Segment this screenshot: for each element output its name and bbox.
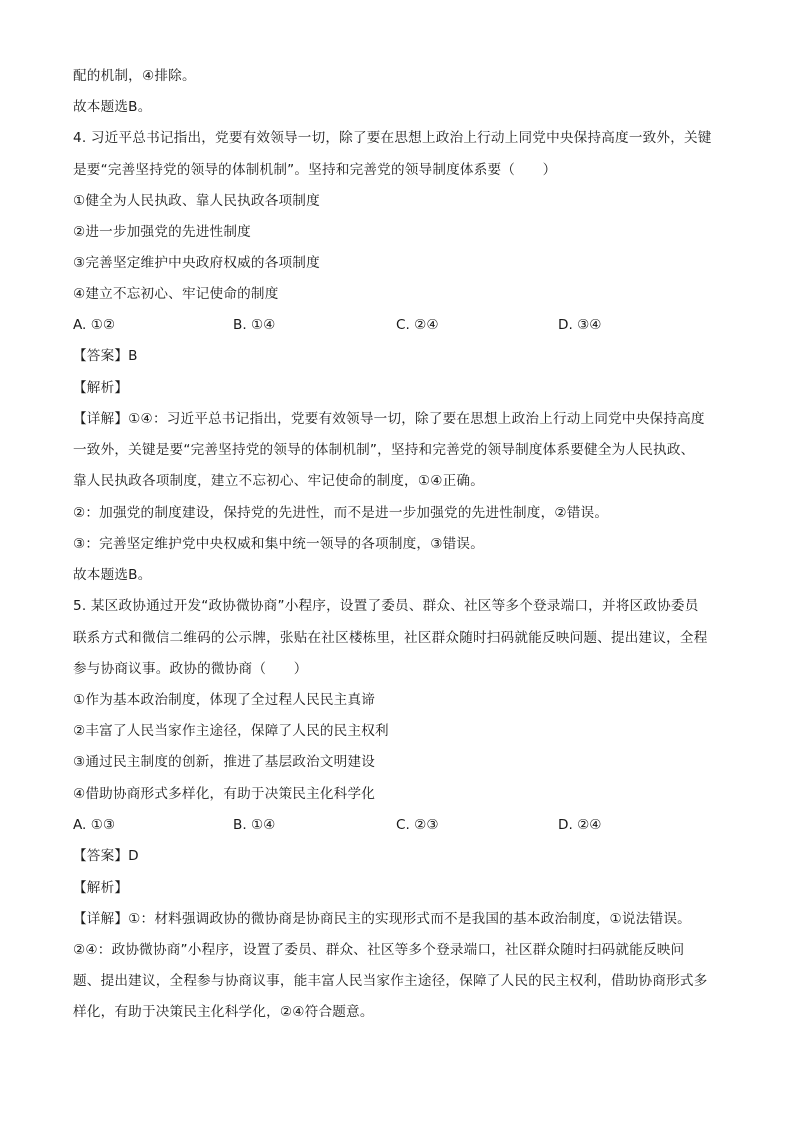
question-4-option-c: C. ②④ [396, 317, 439, 333]
question-5-detail: 样化，有助于决策民主化科学化，②④符合题意。 [73, 1004, 374, 1020]
question-5-detail: 【详解】①：材料强调政协的微协商是协商民主的实现形式而不是我国的基本政治制度，①说法错误。 [73, 911, 691, 927]
question-5-statement: ①作为基本政治制度，体现了全过程人民民主真谛 [73, 692, 376, 708]
question-4-statement: ①健全为人民执政、靠人民执政各项制度 [73, 193, 320, 209]
question-4-detail: 【详解】①④：习近平总书记指出，党要有效领导一切，除了要在思想上政治上行动上同党中央保持高度 [73, 411, 705, 427]
question-5-answer: 【答案】D [73, 848, 139, 864]
text-line: 配的机制，④排除。 [73, 68, 196, 84]
question-4-option-d: D. ③④ [558, 317, 602, 333]
question-4-statement: ④建立不忘初心、牢记使命的制度 [73, 286, 279, 302]
question-5-stem: 参与协商议事。政协的微协商（ ） [73, 661, 308, 677]
question-5-option-c: C. ②③ [396, 817, 439, 833]
question-4-statement: ②进一步加强党的先进性制度 [73, 224, 251, 240]
question-5-option-a: A. ①③ [73, 817, 116, 833]
question-4-option-b: B. ①④ [233, 317, 276, 333]
question-5-statement: ②丰富了人民当家作主途径，保障了人民的民主权利 [73, 723, 389, 739]
question-4-statement: ③完善坚定维护中央政府权威的各项制度 [73, 255, 320, 271]
question-4-detail: 一致外，关键是要“完善坚持党的领导的体制机制”，坚持和完善党的领导制度体系要健全为人民执政、 [73, 442, 695, 458]
question-4-option-a: A. ①② [73, 317, 116, 333]
question-4-detail: ②：加强党的制度建设，保持党的先进性，而不是进一步加强党的先进性制度，②错误。 [73, 505, 609, 521]
question-5-detail: ②④：政协微协商”小程序，设置了委员、群众、社区等多个登录端口，社区群众随时扫码就能反映问 [73, 942, 685, 958]
question-4-conclusion: 故本题选B。 [73, 567, 152, 583]
question-5-statement: ③通过民主制度的创新，推进了基层政治文明建设 [73, 754, 376, 770]
question-5-analysis-heading: 【解析】 [73, 880, 129, 896]
question-4-stem: 4. 习近平总书记指出，党要有效领导一切，除了要在思想上政治上行动上同党中央保持高度一致外，关键 [73, 130, 712, 146]
question-4-analysis-heading: 【解析】 [73, 380, 129, 396]
question-5-stem: 联系方式和微信二维码的公示牌，张贴在社区楼栋里，社区群众随时扫码就能反映问题、提出建议，全程 [73, 630, 708, 646]
question-5-option-b: B. ①④ [233, 817, 276, 833]
question-5-stem: 5. 某区政协通过开发“政协微协商”小程序，设置了委员、群众、社区等多个登录端口，并将区政协委员 [73, 598, 699, 614]
question-4-detail: 靠人民执政各项制度，建立不忘初心、牢记使命的制度，①④正确。 [73, 473, 484, 489]
question-5-detail: 题、提出建议，全程参与协商议事，能丰富人民当家作主途径，保障了人民的民主权利，借助协商形式多 [73, 973, 708, 989]
question-5-option-d: D. ②④ [558, 817, 602, 833]
question-5-statement: ④借助协商形式多样化，有助于决策民主化科学化 [73, 786, 376, 802]
text-line: 故本题选B。 [73, 99, 152, 115]
question-4-detail: ③：完善坚定维护党中央权威和集中统一领导的各项制度，③错误。 [73, 536, 484, 552]
question-4-answer: 【答案】B [73, 348, 138, 364]
question-4-stem: 是要“完善坚持党的领导的体制机制”。坚持和完善党的领导制度体系要（ ） [73, 162, 557, 178]
